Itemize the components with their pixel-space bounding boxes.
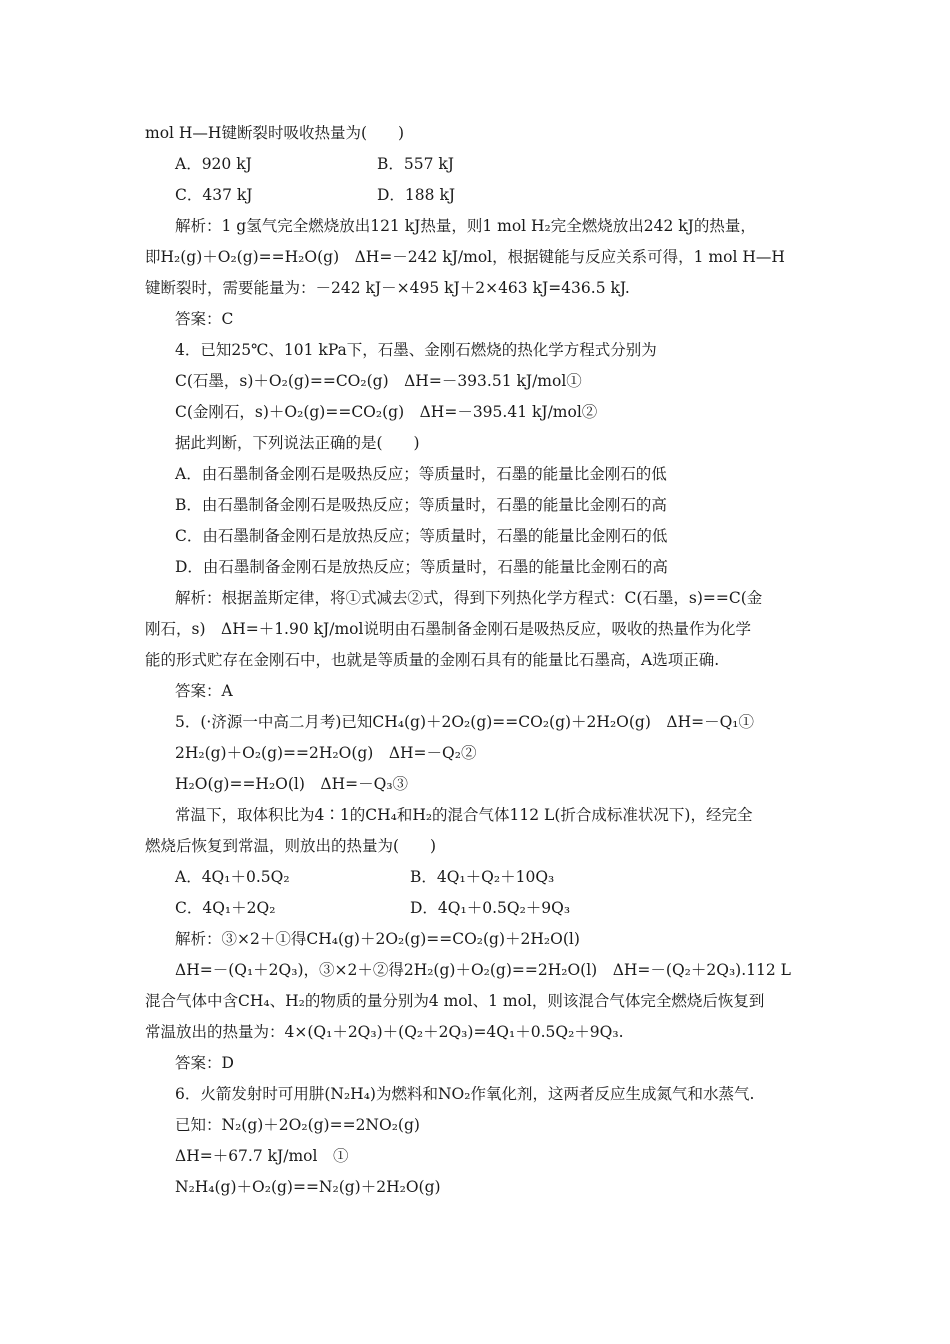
equation-line: H₂O(g)==H₂O(l) ΔH=－Q₃③	[175, 775, 409, 793]
option-a: A．920 kJ	[175, 155, 252, 173]
analysis-line: 解析：③×2＋①得CH₄(g)＋2O₂(g)==CO₂(g)＋2H₂O(l)	[175, 930, 580, 948]
question-stem: 6．火箭发射时可用肼(N₂H₄)为燃料和NO₂作氧化剂，这两者反应生成氮气和水蒸气.	[175, 1085, 755, 1103]
question-stem: 5．(·济源一中高二月考)已知CH₄(g)＋2O₂(g)==CO₂(g)＋2H₂O(g) ΔH=－Q₁①	[175, 713, 754, 731]
answer-line: 答案：A	[175, 682, 233, 700]
option-d: D．188 kJ	[377, 186, 456, 204]
analysis-line: ΔH=－(Q₁＋2Q₃)，③×2＋②得2H₂(g)＋O₂(g)==2H₂O(l) ΔH=－(Q₂＋2Q₃).112 L	[175, 961, 791, 979]
equation-line: C(石墨，s)＋O₂(g)==CO₂(g) ΔH=－393.51 kJ/mol①	[175, 372, 582, 390]
analysis-line: 解析：1 g氢气完全燃烧放出121 kJ热量，则1 mol H₂完全燃烧放出242 kJ的热量，	[175, 217, 756, 235]
analysis-line: 能的形式贮存在金刚石中，也就是等质量的金刚石具有的能量比石墨高，A选项正确.	[145, 651, 720, 669]
equation-line: 2H₂(g)＋O₂(g)==2H₂O(g) ΔH=－Q₂②	[175, 744, 477, 762]
option-a: A．由石墨制备金刚石是吸热反应；等质量时，石墨的能量比金刚石的低	[175, 465, 667, 483]
question-stem: 常温下，取体积比为4∶1的CH₄和H₂的混合气体112 L(折合成标准状况下)，经完全	[175, 806, 753, 824]
analysis-line: 即H₂(g)＋O₂(g)==H₂O(g) ΔH=－242 kJ/mol，根据键能与反应关系可得，1 mol H—H	[145, 248, 785, 266]
answer-line: 答案：C	[175, 310, 234, 328]
option-b: B．4Q₁＋Q₂＋10Q₃	[410, 868, 555, 886]
answer-line: 答案：D	[175, 1054, 234, 1072]
analysis-line: 解析：根据盖斯定律，将①式减去②式，得到下列热化学方程式：C(石墨，s)==C(金	[175, 589, 763, 607]
option-c: C．4Q₁＋2Q₂	[175, 899, 276, 917]
analysis-line: 键断裂时，需要能量为：－242 kJ－×495 kJ＋2×463 kJ=436.5 kJ.	[145, 279, 630, 297]
analysis-line: 混合气体中含CH₄、H₂的物质的量分别为4 mol、1 mol，则该混合气体完全燃烧后恢复到	[145, 992, 765, 1010]
question-stem: 燃烧后恢复到常温，则放出的热量为( )	[145, 837, 437, 855]
equation-line: ΔH=＋67.7 kJ/mol ①	[175, 1147, 349, 1165]
analysis-line: 常温放出的热量为：4×(Q₁＋2Q₃)＋(Q₂＋2Q₃)=4Q₁＋0.5Q₂＋9Q₃.	[145, 1023, 624, 1041]
question-stem: 据此判断，下列说法正确的是( )	[175, 434, 420, 452]
analysis-line: 刚石，s) ΔH=＋1.90 kJ/mol说明由石墨制备金刚石是吸热反应，吸收的热量作为化学	[145, 620, 751, 638]
option-c: C．437 kJ	[175, 186, 253, 204]
equation-line: 已知：N₂(g)＋2O₂(g)==2NO₂(g)	[175, 1116, 420, 1134]
text-line: mol H—H键断裂时吸收热量为( )	[145, 124, 405, 142]
option-d: D．4Q₁＋0.5Q₂＋9Q₃	[410, 899, 571, 917]
option-a: A．4Q₁＋0.5Q₂	[175, 868, 290, 886]
option-d: D．由石墨制备金刚石是放热反应；等质量时，石墨的能量比金刚石的高	[175, 558, 668, 576]
equation-line: N₂H₄(g)＋O₂(g)==N₂(g)＋2H₂O(g)	[175, 1178, 441, 1196]
option-c: C．由石墨制备金刚石是放热反应；等质量时，石墨的能量比金刚石的低	[175, 527, 668, 545]
question-stem: 4．已知25℃、101 kPa下，石墨、金刚石燃烧的热化学方程式分别为	[175, 341, 657, 359]
option-b: B．557 kJ	[377, 155, 455, 173]
option-b: B．由石墨制备金刚石是吸热反应；等质量时，石墨的能量比金刚石的高	[175, 496, 667, 514]
equation-line: C(金刚石，s)＋O₂(g)==CO₂(g) ΔH=－395.41 kJ/mol②	[175, 403, 598, 421]
